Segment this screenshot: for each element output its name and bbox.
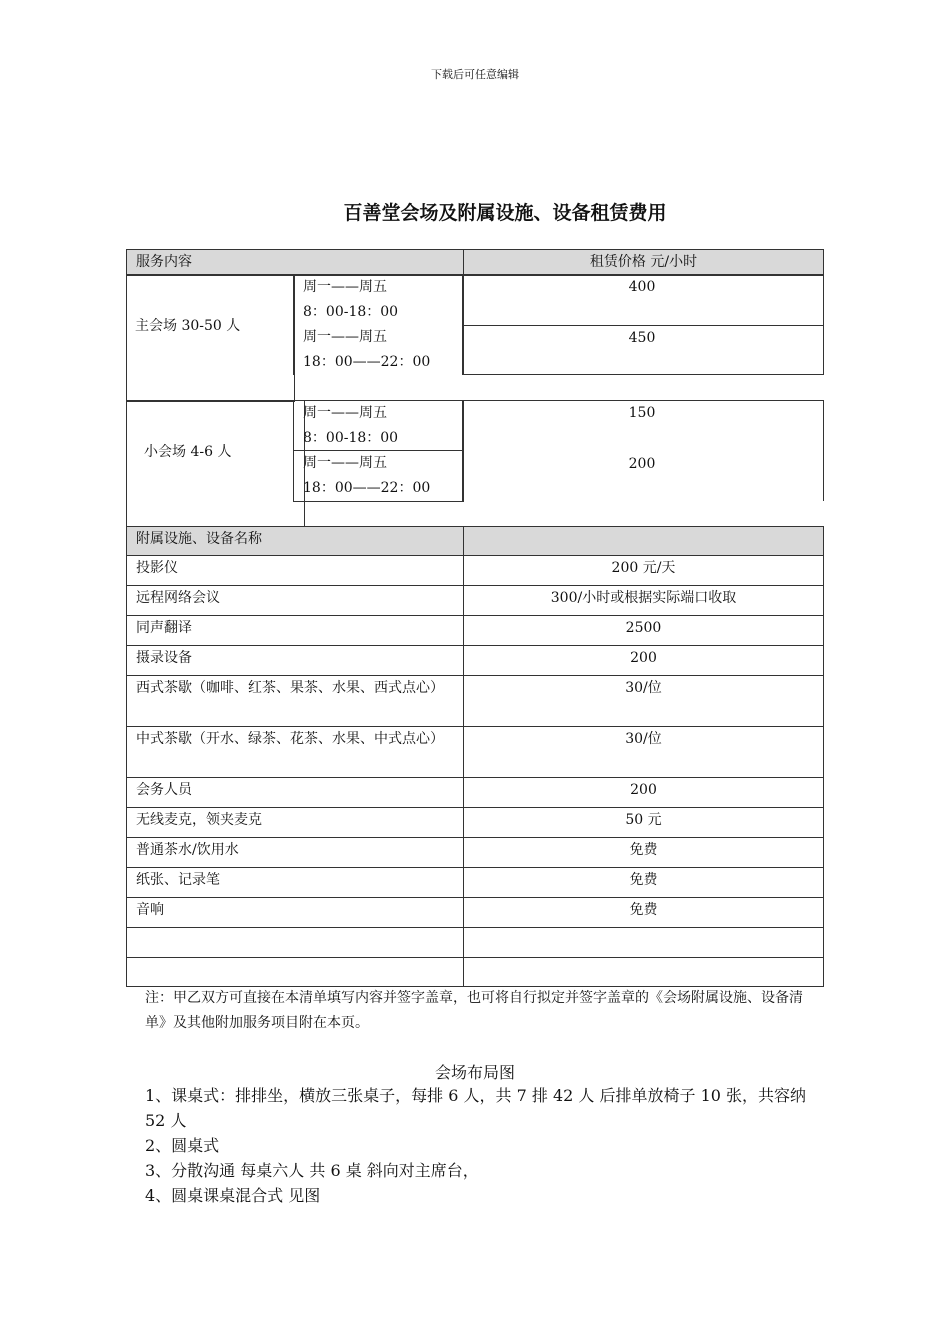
equipment-name: 摄录设备	[127, 646, 464, 676]
table-row	[127, 778, 824, 808]
layout-item: 1、课桌式：排排坐，横放三张桌子，每排 6 人，共 7 排 42 人 后排单放椅子 10 张，共容纳 52 人	[145, 1086, 807, 1130]
table-row	[127, 727, 824, 778]
equipment-price: 200	[464, 646, 824, 676]
equipment-price: 免费	[464, 838, 824, 868]
equipment-price	[464, 958, 824, 987]
equipment-name: 中式茶歇（开水、绿茶、花茶、水果、中式点心）	[127, 727, 464, 778]
equipment-name: 普通茶水/饮用水	[127, 838, 464, 868]
equipment-price: 30/位	[464, 727, 824, 778]
small-slot1-price: 150	[628, 405, 656, 421]
layout-list	[145, 1083, 825, 1208]
small-slot1-line1: 周一——周五	[303, 405, 387, 421]
service-header: 服务内容	[127, 250, 464, 276]
equipment-header-blank	[464, 527, 824, 556]
price-header: 租赁价格 元/小时	[464, 250, 824, 276]
table-row	[127, 838, 824, 868]
main-hall-label: 主会场 30-50 人	[135, 318, 241, 334]
equipment-name: 同声翻译	[127, 616, 464, 646]
main-slot1-line1: 周一——周五	[303, 279, 387, 295]
main-slot2-price: 450	[628, 330, 656, 346]
equipment-name: 远程网络会议	[127, 586, 464, 616]
table-row	[127, 676, 824, 727]
equipment-price: 300/小时或根据实际端口收取	[464, 586, 824, 616]
equipment-price: 免费	[464, 898, 824, 928]
layout-item: 2、圆桌式	[145, 1136, 220, 1155]
footnote: 注：甲乙双方可直接在本清单填写内容并签字盖章，也可将自行拟定并签字盖章的《会场附属设施、设备清单》及其他附加服务项目附在本页。	[145, 990, 803, 1031]
table-row	[127, 586, 824, 616]
small-hall-label: 小会场 4-6 人	[144, 444, 232, 460]
table-header-row	[127, 250, 824, 276]
equipment-header: 附属设施、设备名称	[127, 527, 464, 556]
main-slot1-price: 400	[628, 279, 656, 295]
equipment-header-row	[127, 527, 824, 556]
page-title: 百善堂会场及附属设施、设备租赁费用	[343, 202, 667, 224]
header-note: 下载后可任意编辑	[431, 68, 519, 81]
equipment-price: 50 元	[464, 808, 824, 838]
equipment-price: 免费	[464, 868, 824, 898]
main-slot2-line2: 18：00——22：00	[303, 354, 431, 370]
equipment-price: 200 元/天	[464, 556, 824, 586]
equipment-name: 纸张、记录笔	[127, 868, 464, 898]
table-row	[127, 556, 824, 586]
equipment-price	[464, 928, 824, 958]
table-row	[127, 646, 824, 676]
price-table-header	[126, 249, 824, 276]
main-slot1-line2: 8：00-18：00	[303, 304, 399, 320]
layout-title: 会场布局图	[434, 1063, 515, 1082]
table-row	[127, 898, 824, 928]
equipment-price: 200	[464, 778, 824, 808]
equipment-name: 音响	[127, 898, 464, 928]
equipment-name: 无线麦克，领夹麦克	[127, 808, 464, 838]
small-slot2-line1: 周一——周五	[303, 455, 387, 471]
equipment-name: 西式茶歇（咖啡、红茶、果茶、水果、西式点心）	[127, 676, 464, 727]
main-slot2-line1: 周一——周五	[303, 329, 387, 345]
equipment-name	[127, 958, 464, 987]
small-hall-block	[126, 400, 823, 527]
small-slot2-line2: 18：00——22：00	[303, 480, 431, 496]
table-row	[127, 616, 824, 646]
table-row	[127, 868, 824, 898]
table-row	[127, 808, 824, 838]
equipment-table	[126, 526, 824, 987]
equipment-price: 2500	[464, 616, 824, 646]
table-row	[127, 928, 824, 958]
small-slot2-price: 200	[628, 456, 656, 472]
equipment-price: 30/位	[464, 676, 824, 727]
layout-item: 3、分散沟通 每桌六人 共 6 桌 斜向对主席台，	[145, 1161, 479, 1180]
small-slot1-line2: 8：00-18：00	[303, 430, 399, 446]
equipment-name: 会务人员	[127, 778, 464, 808]
layout-item: 4、圆桌课桌混合式 见图	[145, 1186, 321, 1205]
equipment-name: 投影仪	[127, 556, 464, 586]
table-row	[127, 958, 824, 987]
main-hall-block	[126, 274, 823, 401]
equipment-name	[127, 928, 464, 958]
